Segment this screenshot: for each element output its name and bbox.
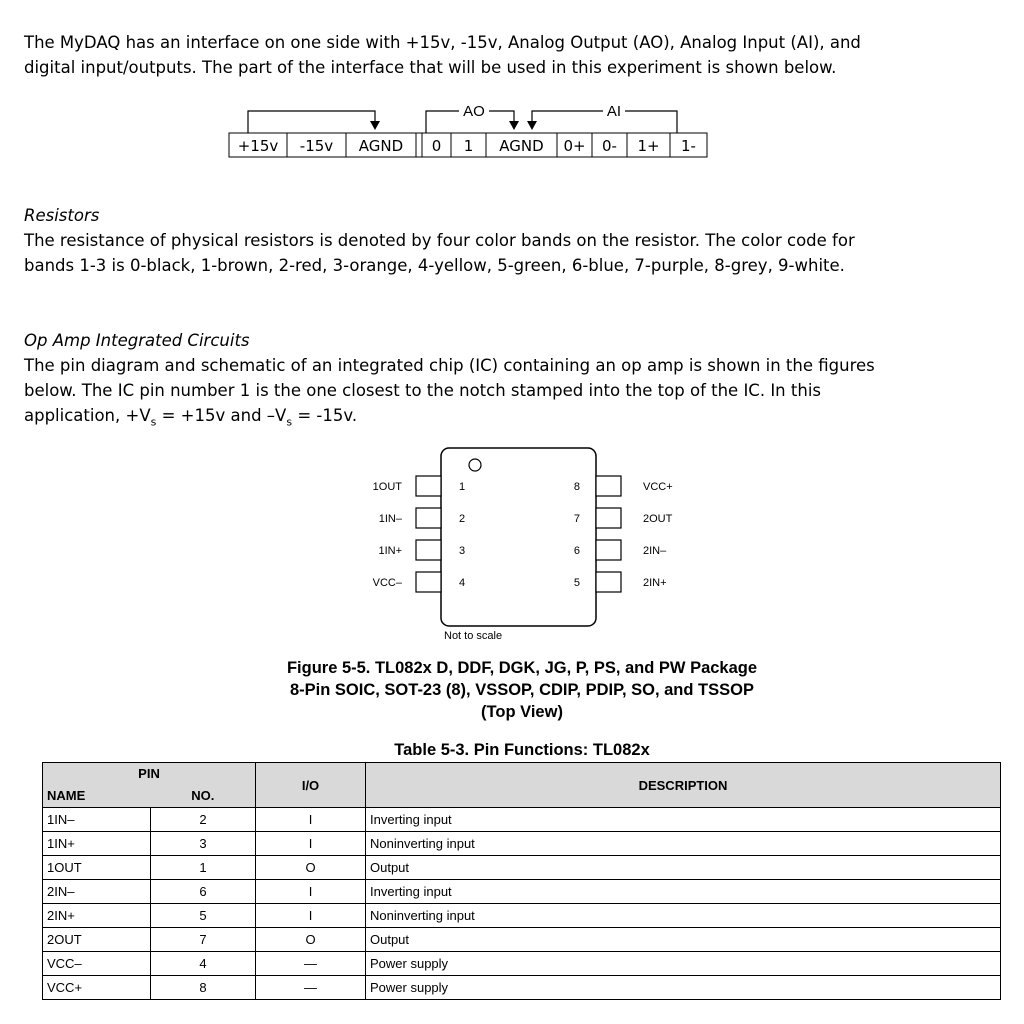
agnd-arrow-ao	[509, 121, 519, 130]
cell-name: 1IN–	[43, 808, 151, 832]
terminal-label: AGND	[499, 137, 544, 155]
ic-pin-number-right: 7	[573, 513, 580, 525]
cell-desc: Output	[366, 928, 1001, 952]
ic-pin-number-left: 2	[459, 513, 466, 525]
ic-pin-name-right: VCC+	[643, 481, 673, 493]
terminal-label: 1+	[637, 137, 660, 155]
ic-pin-left	[416, 540, 441, 560]
agnd-arrow-ai	[527, 121, 537, 130]
supply-bracket	[248, 111, 375, 133]
table-row	[43, 808, 1001, 832]
table-row	[43, 904, 1001, 928]
opamp-heading: Op Amp Integrated Circuits	[24, 331, 250, 350]
terminal-label: 0	[431, 137, 442, 155]
ic-pin-left	[416, 476, 441, 496]
ic-pin-number-left: 4	[459, 577, 466, 589]
ic-pin-name-right: 2IN–	[643, 545, 667, 557]
not-to-scale-note: Not to scale	[444, 630, 503, 642]
cell-no: 8	[151, 976, 256, 1000]
pin-header: PIN	[43, 763, 256, 784]
opamp-line-3: application, $+V_s = +15v$ and $-V_s = -15v$.	[24, 406, 358, 429]
cell-desc: Power supply	[366, 952, 1001, 976]
figure-caption-line-3: (Top View)	[481, 703, 563, 721]
cell-desc: Inverting input	[366, 808, 1001, 832]
cell-io: I	[256, 808, 366, 832]
cell-desc: Inverting input	[366, 880, 1001, 904]
terminal-label: 1	[463, 137, 474, 155]
cell-no: 1	[151, 856, 256, 880]
pin-functions-table	[42, 762, 1001, 1000]
ao-bracket-right	[489, 111, 514, 128]
ic-pin-right	[596, 572, 621, 592]
opamp-line-2: below. The IC pin number 1 is the one closest to the notch stamped into the top of the IC. In this	[24, 381, 821, 400]
cell-name: VCC+	[43, 976, 151, 1000]
table-title: Table 5-3. Pin Functions: TL082x	[394, 741, 650, 759]
terminal-label: 1-	[681, 137, 696, 155]
ic-pin-name-right: 2IN+	[643, 577, 667, 589]
agnd-arrow-left	[370, 121, 380, 130]
opamp-section	[24, 328, 984, 434]
ic-pin-number-right: 8	[573, 481, 580, 493]
ic-body	[441, 448, 596, 626]
cell-name: VCC–	[43, 952, 151, 976]
table-row	[43, 976, 1001, 1000]
cell-desc: Output	[366, 856, 1001, 880]
cell-io: —	[256, 976, 366, 1000]
cell-no: 3	[151, 832, 256, 856]
ic-pinout-diagram	[0, 440, 1024, 650]
cell-io: I	[256, 904, 366, 928]
table-row	[43, 952, 1001, 976]
resistors-heading: Resistors	[24, 206, 100, 225]
ic-pin-number-right: 6	[573, 545, 580, 557]
cell-no: 5	[151, 904, 256, 928]
terminal-label: AGND	[358, 137, 404, 155]
cell-desc: Power supply	[366, 976, 1001, 1000]
cell-name: 2OUT	[43, 928, 151, 952]
resistors-section	[24, 203, 984, 278]
table-row	[43, 856, 1001, 880]
cell-io: O	[256, 856, 366, 880]
cell-no: 6	[151, 880, 256, 904]
figure-caption-line-1: Figure 5-5. TL082x D, DDF, DGK, JG, P, PS, and PW Package	[286, 659, 758, 677]
description-header: DESCRIPTION	[366, 763, 1001, 808]
cell-desc: Noninverting input	[366, 832, 1001, 856]
ao-bracket-left	[426, 111, 459, 133]
terminal-label: -15v	[299, 137, 334, 155]
ic-pin-name-right: 2OUT	[643, 513, 673, 525]
no-header: NO.	[151, 783, 256, 808]
ai-bracket-left	[532, 111, 603, 128]
cell-io: I	[256, 880, 366, 904]
figure-caption-line-2: 8-Pin SOIC, SOT-23 (8), VSSOP, CDIP, PDIP, SO, and TSSOP	[290, 681, 754, 699]
table-row	[43, 832, 1001, 856]
intro-line-1: The MyDAQ has an interface on one side with +15v, -15v, Analog Output (AO), Analog Input (AI), and	[24, 33, 861, 52]
terminal-label: 0-	[602, 137, 617, 155]
terminal-label: +15v	[237, 137, 279, 155]
cell-no: 7	[151, 928, 256, 952]
ic-pin-name-left: 1OUT	[372, 481, 402, 493]
ai-label: AI	[606, 103, 622, 120]
terminal-label: 0+	[563, 137, 586, 155]
name-header: NAME	[43, 783, 151, 808]
cell-desc: Noninverting input	[366, 904, 1001, 928]
cell-no: 4	[151, 952, 256, 976]
resistors-line-1: The resistance of physical resistors is denoted by four color bands on the resistor. The color code for	[24, 231, 855, 250]
mydaq-interface-diagram	[0, 0, 1024, 200]
cell-name: 2IN–	[43, 880, 151, 904]
cell-name: 1OUT	[43, 856, 151, 880]
cell-io: I	[256, 832, 366, 856]
ic-pin-number-left: 1	[459, 481, 466, 493]
table-row	[43, 928, 1001, 952]
resistors-line-2: bands 1-3 is 0-black, 1-brown, 2-red, 3-orange, 4-yellow, 5-green, 6-blue, 7-purple, 8-grey, 9-white.	[24, 256, 845, 275]
intro-line-2: digital input/outputs. The part of the interface that will be used in this experiment is shown below.	[24, 58, 837, 77]
table-row	[43, 880, 1001, 904]
ic-pin-number-right: 5	[573, 577, 580, 589]
ai-bracket-right	[625, 111, 677, 133]
ic-pin-right	[596, 540, 621, 560]
ic-pin-name-left: 1IN–	[378, 513, 402, 525]
ic-pin-name-left: 1IN+	[378, 545, 402, 557]
io-header: I/O	[256, 763, 366, 808]
ic-pin-right	[596, 476, 621, 496]
ic-pin-number-left: 3	[459, 545, 466, 557]
ic-pin-left	[416, 572, 441, 592]
ic-pin-left	[416, 508, 441, 528]
cell-name: 1IN+	[43, 832, 151, 856]
cell-no: 2	[151, 808, 256, 832]
ic-pin-right	[596, 508, 621, 528]
ao-label: AO	[463, 103, 485, 120]
opamp-line-1: The pin diagram and schematic of an integrated chip (IC) containing an op amp is shown in the figures	[24, 356, 875, 375]
ic-pin-name-left: VCC–	[372, 577, 402, 589]
cell-name: 2IN+	[43, 904, 151, 928]
cell-io: O	[256, 928, 366, 952]
cell-io: —	[256, 952, 366, 976]
